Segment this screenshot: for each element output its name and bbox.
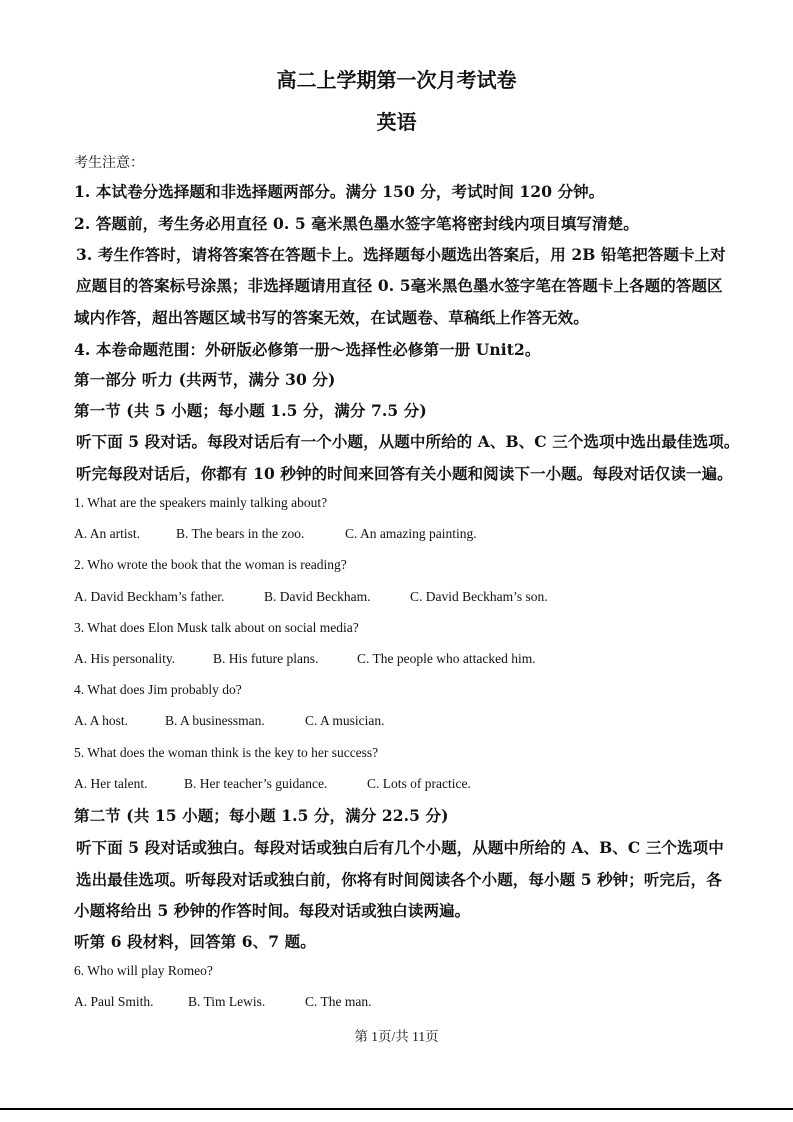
- option-a: A. David Beckham’s father.: [74, 589, 225, 604]
- option-a: A. His personality.: [74, 651, 176, 666]
- option-c: C. A musician.: [305, 713, 385, 728]
- question-stem: 4. What does Jim probably do?: [74, 682, 242, 697]
- option-c: C. Lots of practice.: [367, 776, 471, 791]
- part-heading: 第一部分 听力 (共两节，满分 30 分): [74, 370, 336, 389]
- notice-item: 3. 考生作答时，请将答案答在答题卡上。选择题每小题选出答案后，用 2B 铅笔把答题卡上对: [76, 245, 726, 264]
- bottom-rule: [0, 1108, 793, 1110]
- notice-item: 域内作答，超出答题区域书写的答案无效，在试题卷、草稿纸上作答无效。: [74, 308, 589, 327]
- option-c: C. The people who attacked him.: [357, 651, 536, 666]
- section-instructions: 小题将给出 5 秒钟的作答时间。每段对话或独白读两遍。: [74, 901, 471, 920]
- option-a: A. An artist.: [74, 526, 140, 541]
- option-b: B. The bears in the zoo.: [176, 526, 305, 541]
- option-b: B. Her teacher’s guidance.: [184, 776, 328, 791]
- option-c: C. David Beckham’s son.: [410, 589, 548, 604]
- option-b: B. A businessman.: [165, 713, 265, 728]
- subject-title: 英语: [376, 110, 417, 134]
- question-stem: 3. What does Elon Musk talk about on social media?: [74, 620, 359, 635]
- option-a: A. A host.: [74, 713, 129, 728]
- option-c: C. An amazing painting.: [345, 526, 477, 541]
- option-b: B. David Beckham.: [264, 589, 371, 604]
- option-b: B. His future plans.: [213, 651, 319, 666]
- section-instructions: 听下面 5 段对话或独白。每段对话或独白后有几个小题，从题中所给的 A、B、C 三个选项中: [76, 838, 724, 857]
- notice-item: 1. 本试卷分选择题和非选择题两部分。满分 150 分，考试时间 120 分钟。: [74, 182, 605, 201]
- option-b: B. Tim Lewis.: [188, 994, 266, 1009]
- page-number: 第 1页/共 11页: [354, 1029, 439, 1044]
- option-a: A. Her talent.: [74, 776, 148, 791]
- section-heading: 第一节 (共 5 小题；每小题 1.5 分，满分 7.5 分): [74, 401, 427, 420]
- notice-heading: 考生注意：: [74, 155, 144, 171]
- notice-item: 4. 本卷命题范围：外研版必修第一册～选择性必修第一册 Unit2。: [74, 340, 541, 359]
- section-heading: 第二节 (共 15 小题；每小题 1.5 分，满分 22.5 分): [74, 806, 449, 825]
- material-heading: 听第 6 段材料，回答第 6、7 题。: [74, 932, 316, 951]
- notice-item: 2. 答题前，考生务必用直径 0. 5 毫米黑色墨水签字笔将密封线内项目填写清楚。: [74, 214, 639, 233]
- question-stem: 6. Who will play Romeo?: [74, 963, 213, 978]
- section-instructions: 听下面 5 段对话。每段对话后有一个小题，从题中所给的 A、B、C 三个选项中选出最佳选项。: [76, 432, 740, 451]
- option-c: C. The man.: [305, 994, 372, 1009]
- option-a: A. Paul Smith.: [74, 994, 154, 1009]
- question-stem: 1. What are the speakers mainly talking about?: [74, 495, 328, 510]
- exam-title: 高二上学期第一次月考试卷: [276, 68, 517, 92]
- question-stem: 2. Who wrote the book that the woman is reading?: [74, 557, 347, 572]
- notice-item: 应题目的答案标号涂黑；非选择题请用直径 0. 5毫米黑色墨水签字笔在答题卡上各题的答题区: [76, 276, 723, 295]
- question-stem: 5. What does the woman think is the key to her success?: [74, 745, 379, 760]
- section-instructions: 选出最佳选项。听每段对话或独白前，你将有时间阅读各个小题，每小题 5 秒钟；听完后，各: [76, 870, 722, 889]
- section-instructions: 听完每段对话后，你都有 10 秒钟的时间来回答有关小题和阅读下一小题。每段对话仅读一遍。: [76, 464, 733, 483]
